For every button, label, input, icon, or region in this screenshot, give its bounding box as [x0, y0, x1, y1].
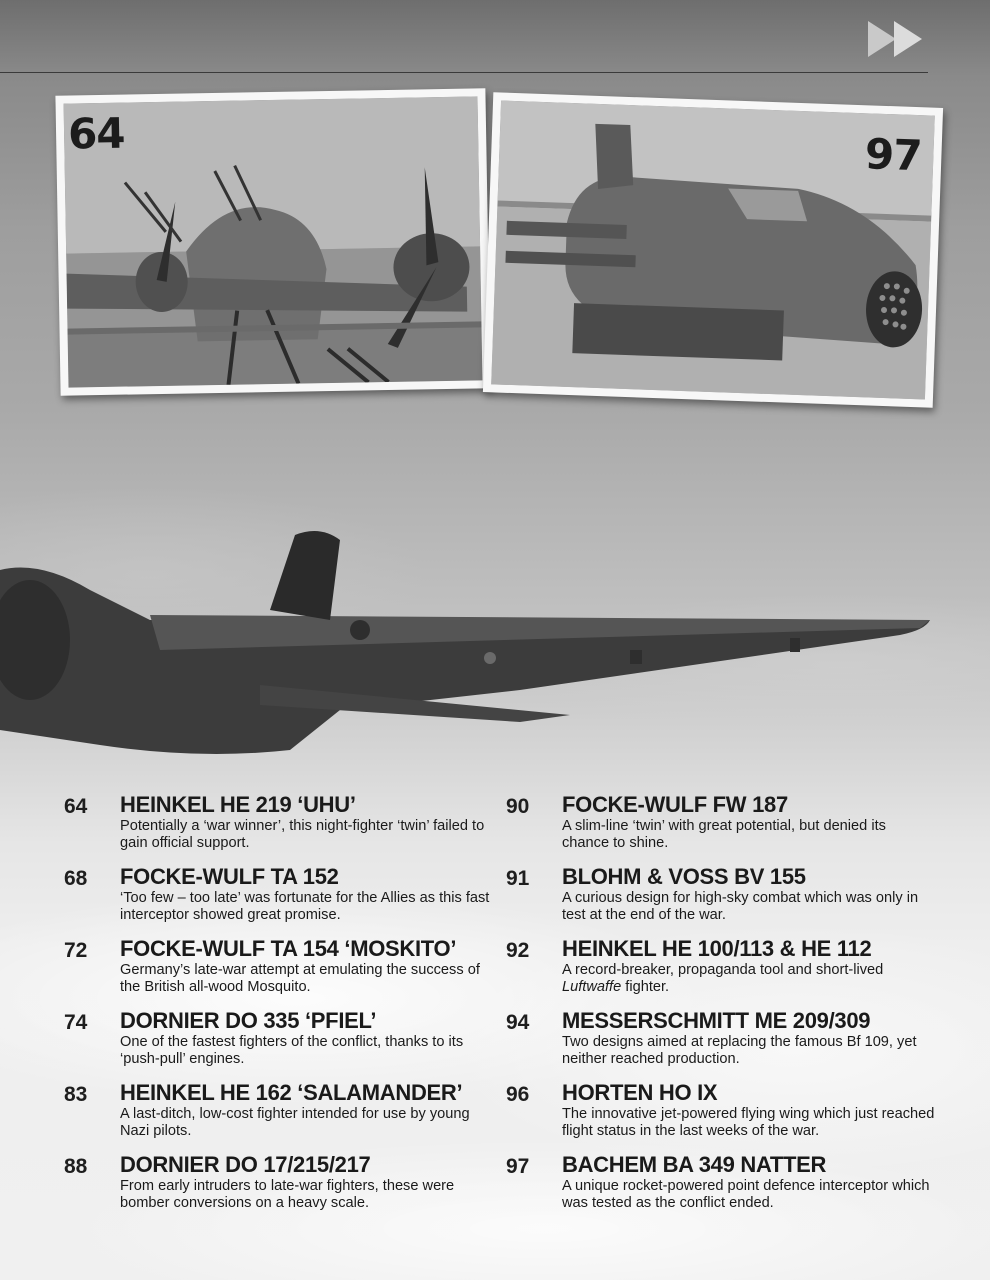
toc-page-number: 90 — [506, 795, 530, 818]
toc-entry[interactable] — [506, 792, 936, 852]
toc-description: A unique rocket-powered point defence interceptor which was tested as the conflict ended. — [562, 1178, 930, 1211]
toc-entry[interactable] — [64, 1152, 494, 1212]
toc-page-number: 83 — [64, 1083, 88, 1106]
toc-title: FOCKE-WULF TA 152 — [120, 864, 339, 889]
toc-entry[interactable] — [64, 1008, 494, 1068]
toc-entry[interactable] — [64, 792, 494, 852]
photo-ba349 — [483, 92, 943, 408]
toc-title: HEINKEL HE 219 ‘UHU’ — [120, 792, 356, 817]
toc-entry[interactable] — [506, 1080, 936, 1140]
toc-description: Two designs aimed at replacing the famous Bf 109, yet neither reached production. — [562, 1034, 917, 1067]
toc-description — [562, 962, 936, 996]
toc-description: The innovative jet-powered flying wing which just reached flight status in the last weeks of the war. — [562, 1106, 935, 1139]
photo-page-number: 64 — [67, 108, 125, 159]
photo-page-number: 97 — [864, 129, 923, 181]
toc-entry[interactable] — [64, 864, 494, 924]
toc-page-number: 88 — [64, 1155, 88, 1178]
photo-he219 — [55, 88, 490, 395]
toc-title: HEINKEL HE 162 ‘SALAMANDER’ — [120, 1080, 463, 1105]
hero-aircraft-image — [0, 510, 990, 810]
fast-forward-icon[interactable] — [868, 21, 930, 57]
toc-page-number: 92 — [506, 939, 530, 962]
toc-title: MESSERSCHMITT ME 209/309 — [562, 1008, 871, 1033]
toc-description-text: A record-breaker, propaganda tool and short-lived — [562, 962, 884, 978]
toc-description-text: fighter. — [621, 979, 670, 995]
toc-description: Potentially a ‘war winner’, this night-fighter ‘twin’ failed to gain official support. — [120, 818, 485, 851]
toc-description: ‘Too few – too late’ was fortunate for the Allies as this fast interceptor showed great promise. — [120, 890, 490, 923]
toc-title: DORNIER DO 17/215/217 — [120, 1152, 371, 1177]
toc-entry[interactable] — [506, 864, 936, 924]
toc-title: HORTEN HO IX — [562, 1080, 718, 1105]
toc-left-column — [64, 792, 494, 1224]
toc-title: HEINKEL HE 100/113 & HE 112 — [562, 936, 872, 961]
toc-page-number: 74 — [64, 1011, 88, 1034]
toc-entry[interactable] — [64, 936, 494, 996]
he219-photo-image — [64, 96, 483, 387]
toc-title: BLOHM & VOSS BV 155 — [562, 864, 806, 889]
toc-description: Germany’s late-war attempt at emulating the success of the British all-wood Mosquito. — [120, 962, 480, 995]
toc-page-number: 91 — [506, 867, 530, 890]
toc-page-number: 68 — [64, 867, 88, 890]
toc-page-number: 97 — [506, 1155, 530, 1178]
toc-entry[interactable] — [506, 1008, 936, 1068]
toc-description: One of the fastest fighters of the conflict, thanks to its ‘push-pull’ engines. — [120, 1034, 464, 1067]
toc-title: FOCKE-WULF TA 154 ‘MOSKITO’ — [120, 936, 457, 961]
toc-page-number: 72 — [64, 939, 88, 962]
toc-page-number: 94 — [506, 1011, 530, 1034]
toc-title: FOCKE-WULF FW 187 — [562, 792, 788, 817]
toc-right-column — [506, 792, 936, 1224]
toc-page-number: 96 — [506, 1083, 530, 1106]
page-header — [0, 0, 990, 74]
toc-description: From early intruders to late-war fighters, these were bomber conversions on a heavy scale. — [120, 1178, 455, 1211]
toc-entry[interactable] — [506, 1152, 936, 1212]
toc-description: A slim-line ‘twin’ with great potential, but denied its chance to shine. — [562, 818, 886, 851]
toc-entry[interactable] — [506, 936, 936, 996]
toc-entry[interactable] — [64, 1080, 494, 1140]
header-divider — [0, 72, 928, 73]
toc-description: A curious design for high-sky combat which was only in test at the end of the war. — [562, 890, 919, 923]
toc-description: A last-ditch, low-cost fighter intended for use by young Nazi pilots. — [120, 1106, 470, 1139]
toc-page-number: 64 — [64, 795, 88, 818]
toc-title: BACHEM BA 349 NATTER — [562, 1152, 827, 1177]
toc-description-italic: Luftwaffe — [562, 979, 622, 995]
toc-title: DORNIER DO 335 ‘PFIEL’ — [120, 1008, 377, 1033]
